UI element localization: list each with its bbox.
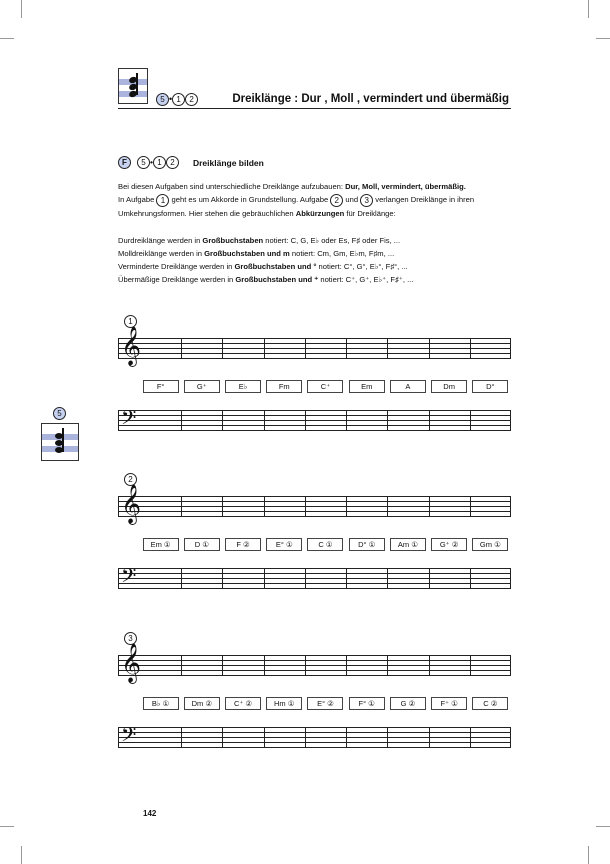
crop-mark (21, 846, 22, 864)
crop-mark (0, 826, 14, 827)
chord-label: Dm (431, 380, 467, 393)
bass-clef-icon: 𝄢 (121, 406, 137, 434)
chord-label: C⁺ ② (225, 697, 261, 710)
chord-label-row (118, 380, 511, 393)
bass-staff (118, 564, 511, 592)
rule-line: Molldreiklänge werden in Großbuchstaben und m notiert: Cm, Gm, E♭m, F♯m, ... (118, 249, 395, 258)
bass-staff (118, 723, 511, 751)
chord-label: E° ① (266, 538, 302, 551)
header-divider (118, 108, 511, 109)
chord-label: Em ① (143, 538, 179, 551)
chord-label: F° (143, 380, 179, 393)
bass-clef-icon: 𝄢 (121, 723, 137, 751)
crop-mark (0, 38, 14, 39)
bass-clef-icon: 𝄢 (121, 564, 137, 592)
chord-label: Fm (266, 380, 302, 393)
chord-label: G⁺ ② (431, 538, 467, 551)
page-number: 142 (143, 809, 157, 818)
rule-line: Verminderte Dreiklänge werden in Großbuchstaben und ° notiert: C°, G°, E♭°, F♯°, ... (118, 262, 408, 271)
treble-staff (118, 484, 511, 524)
treble-staff (118, 326, 511, 366)
chord-label: F ② (225, 538, 261, 551)
exercise-number: 3 (124, 630, 137, 648)
chord-label: Hm ① (266, 697, 302, 710)
chord-label: G ② (390, 697, 426, 710)
section-heading (118, 156, 264, 169)
chord-label: D ① (184, 538, 220, 551)
intro-paragraph: Bei diesen Aufgaben sind unterschiedliche Dreiklänge aufzubauen: Dur, Moll, vermindert, übermäßig. In Aufgabe 1 geht es um Akkorde in Grundstellung. Aufgabe 2 und 3 verlangen Dreiklänge in ihren Umkehrungsformen. Hier stehen die gebräuchlichen Abkürzungen für Dreiklänge: (118, 182, 475, 218)
rule-line: Durdreiklänge werden in Großbuchstaben notiert: C, G, E♭ oder Es, F♯ oder Fis, ... (118, 236, 401, 245)
exercise-system (118, 313, 511, 438)
chord-label: G⁺ (184, 380, 220, 393)
header-exercise-numbers: 5 • 1 2 (156, 93, 198, 106)
exercise-system (118, 630, 511, 755)
chord-label: E° ② (307, 697, 343, 710)
exercise-number: 1 (124, 313, 137, 331)
crop-mark (596, 38, 610, 39)
chord-label: Em (349, 380, 385, 393)
chord-label-row (118, 538, 511, 551)
chord-label: A (390, 380, 426, 393)
treble-clef-icon: 𝄞 (121, 484, 142, 524)
rule-line: Übermäßige Dreiklänge werden in Großbuchstaben und ⁺ notiert: C⁺, G⁺, E♭⁺, F♯⁺, ... (118, 275, 414, 284)
chord-label: Gm ① (472, 538, 508, 551)
treble-staff (118, 643, 511, 683)
chord-label: D° (472, 380, 508, 393)
treble-clef-icon: 𝄞 (121, 326, 142, 366)
crop-mark (21, 0, 22, 18)
bass-staff (118, 406, 511, 434)
sidebar-chord-icon (41, 423, 79, 461)
chord-label: Am ① (390, 538, 426, 551)
crop-mark (596, 826, 610, 827)
crop-mark (588, 0, 589, 18)
chord-label: F° ① (349, 697, 385, 710)
exercise-number: 2 (124, 471, 137, 489)
page-title: Dreiklänge : Dur , Moll , vermindert und übermäßig (232, 93, 509, 105)
chord-label: B♭ ① (143, 697, 179, 710)
chord-logo-icon (118, 68, 148, 104)
crop-mark (588, 846, 589, 864)
chord-label: D° ① (349, 538, 385, 551)
sidebar-chapter-number: 5 (53, 405, 66, 423)
abbreviation-rules (118, 234, 413, 286)
section-numbers: 5 • 1 2 (137, 156, 179, 169)
chord-label: C⁺ (307, 380, 343, 393)
chord-label: F⁺ ① (431, 697, 467, 710)
chord-label-row (118, 697, 511, 710)
exercise-system (118, 471, 511, 596)
chord-label: C ② (472, 697, 508, 710)
section-letter: F (118, 156, 131, 169)
chord-label: E♭ (225, 380, 261, 393)
section-title: Dreiklänge bilden (192, 157, 264, 168)
chord-label: C ① (307, 538, 343, 551)
treble-clef-icon: 𝄞 (121, 643, 142, 683)
chord-label: Dm ② (184, 697, 220, 710)
